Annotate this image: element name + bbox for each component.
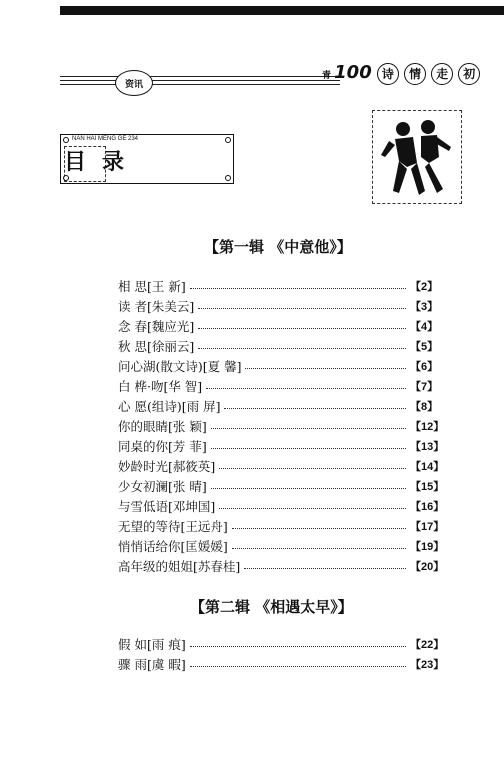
series-char-3: 走 [431, 63, 453, 85]
top-border-bar [60, 6, 504, 15]
section-title-2: 【第二辑 《相遇太早》】 [190, 598, 353, 616]
toc-entry[interactable]: 心 愿(组诗)[雨 屏] 【8】 [118, 399, 439, 414]
toc-entry[interactable]: 相 思[王 新] 【2】 [118, 279, 439, 294]
series-logo [322, 62, 480, 85]
toc-code: NAN HAI MENG GE 234 [72, 136, 139, 142]
series-number: 100 [334, 62, 372, 83]
series-char-1: 诗 [377, 63, 399, 85]
toc-entry[interactable]: 读 者[朱美云] 【3】 [118, 299, 439, 314]
toc-entry[interactable]: 悄悄话给你[匡媛媛] 【19】 [118, 539, 445, 554]
corner-dot [225, 175, 231, 181]
toc-entry[interactable]: 无望的等待[王远舟] 【17】 [118, 519, 445, 534]
toc-entry[interactable]: 你的眼睛[张 颖] 【12】 [118, 419, 445, 434]
toc-entry[interactable]: 秋 思[徐丽云] 【5】 [118, 339, 439, 354]
corner-dot [225, 137, 231, 143]
series-char-2: 情 [404, 63, 426, 85]
toc-entry[interactable]: 念 春[魏应光] 【4】 [118, 319, 439, 334]
toc-entry[interactable]: 同桌的你[芳 菲] 【13】 [118, 439, 445, 454]
page-title: 目录 [64, 149, 141, 175]
toc-entry[interactable]: 妙龄时光[郝筱英] 【14】 [118, 459, 445, 474]
corner-dot [63, 137, 69, 143]
toc-entry[interactable]: 少女初澜[张 晴] 【15】 [118, 479, 445, 494]
info-badge: 资讯 [115, 70, 153, 96]
series-prefix: 青 [322, 71, 332, 81]
dancers-illustration [372, 110, 462, 204]
toc-entry[interactable]: 假 如[雨 痕] 【22】 [118, 637, 445, 652]
toc-entry[interactable]: 骤 雨[虞 暇] 【23】 [118, 657, 445, 672]
series-char-4: 初 [458, 63, 480, 85]
toc-entry[interactable]: 白 桦·吻[华 智] 【7】 [118, 379, 439, 394]
header-rule-right [150, 76, 340, 86]
toc-entry[interactable]: 问心湖(散文诗)[夏 馨] 【6】 [118, 359, 439, 374]
toc-entry[interactable]: 高年级的姐姐[苏春桂] 【20】 [118, 559, 445, 574]
section-title-1: 【第一辑 《中意他》】 [204, 238, 352, 256]
toc-entry[interactable]: 与雪低语[邓坤国] 【16】 [118, 499, 445, 514]
